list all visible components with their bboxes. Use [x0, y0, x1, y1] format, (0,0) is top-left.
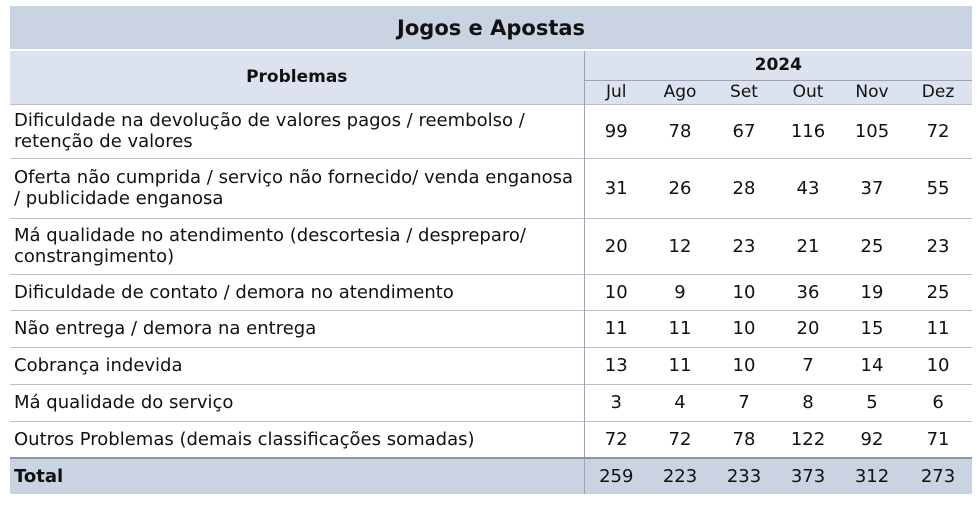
- value-cell: 13: [584, 347, 648, 384]
- month-header: Ago: [648, 80, 712, 104]
- value-cell: 78: [648, 104, 712, 158]
- total-cell: 259: [584, 458, 648, 494]
- problem-label: Cobrança indevida: [10, 347, 584, 384]
- value-cell: 72: [648, 421, 712, 458]
- month-header: Dez: [904, 80, 972, 104]
- value-cell: 55: [904, 158, 972, 218]
- table-row: [10, 158, 972, 218]
- value-cell: 99: [584, 104, 648, 158]
- table-row: [10, 384, 972, 421]
- value-cell: 6: [904, 384, 972, 421]
- value-cell: 11: [584, 310, 648, 347]
- value-cell: 25: [904, 274, 972, 310]
- value-cell: 28: [712, 158, 776, 218]
- total-cell: 273: [904, 458, 972, 494]
- complaints-table: [10, 6, 972, 494]
- problem-label: Oferta não cumprida / serviço não fornecido/ venda enganosa / publicidade enganosa: [10, 158, 584, 218]
- header-row-year: [10, 50, 972, 80]
- value-cell: 7: [776, 347, 840, 384]
- month-header: Out: [776, 80, 840, 104]
- problem-label: Má qualidade no atendimento (descortesia / despreparo/ constrangimento): [10, 218, 584, 274]
- table-row: [10, 104, 972, 158]
- value-cell: 31: [584, 158, 648, 218]
- title-row: [10, 6, 972, 50]
- table-row: [10, 421, 972, 458]
- table-row: [10, 347, 972, 384]
- value-cell: 23: [712, 218, 776, 274]
- table-row: [10, 218, 972, 274]
- value-cell: 9: [648, 274, 712, 310]
- value-cell: 10: [712, 274, 776, 310]
- month-header: Jul: [584, 80, 648, 104]
- value-cell: 21: [776, 218, 840, 274]
- value-cell: 67: [712, 104, 776, 158]
- table-row: [10, 274, 972, 310]
- value-cell: 25: [840, 218, 904, 274]
- value-cell: 23: [904, 218, 972, 274]
- value-cell: 11: [904, 310, 972, 347]
- year-header: 2024: [584, 50, 972, 80]
- total-cell: 373: [776, 458, 840, 494]
- value-cell: 11: [648, 347, 712, 384]
- value-cell: 8: [776, 384, 840, 421]
- value-cell: 26: [648, 158, 712, 218]
- value-cell: 72: [904, 104, 972, 158]
- value-cell: 36: [776, 274, 840, 310]
- problems-header: Problemas: [10, 50, 584, 104]
- complaints-table-container: [10, 6, 972, 494]
- value-cell: 71: [904, 421, 972, 458]
- table-title: Jogos e Apostas: [10, 6, 972, 50]
- total-row: [10, 458, 972, 494]
- value-cell: 5: [840, 384, 904, 421]
- value-cell: 20: [776, 310, 840, 347]
- value-cell: 14: [840, 347, 904, 384]
- value-cell: 12: [648, 218, 712, 274]
- total-cell: 223: [648, 458, 712, 494]
- value-cell: 116: [776, 104, 840, 158]
- table-row: [10, 310, 972, 347]
- problem-label: Dificuldade na devolução de valores pagos / reembolso / retenção de valores: [10, 104, 584, 158]
- month-header: Set: [712, 80, 776, 104]
- problem-label: Má qualidade do serviço: [10, 384, 584, 421]
- value-cell: 78: [712, 421, 776, 458]
- total-label: Total: [10, 458, 584, 494]
- problem-label: Dificuldade de contato / demora no atendimento: [10, 274, 584, 310]
- total-cell: 312: [840, 458, 904, 494]
- value-cell: 10: [584, 274, 648, 310]
- value-cell: 10: [712, 347, 776, 384]
- value-cell: 10: [904, 347, 972, 384]
- value-cell: 37: [840, 158, 904, 218]
- value-cell: 92: [840, 421, 904, 458]
- value-cell: 43: [776, 158, 840, 218]
- value-cell: 11: [648, 310, 712, 347]
- value-cell: 15: [840, 310, 904, 347]
- value-cell: 122: [776, 421, 840, 458]
- value-cell: 20: [584, 218, 648, 274]
- value-cell: 72: [584, 421, 648, 458]
- value-cell: 7: [712, 384, 776, 421]
- month-header: Nov: [840, 80, 904, 104]
- value-cell: 19: [840, 274, 904, 310]
- value-cell: 3: [584, 384, 648, 421]
- problem-label: Outros Problemas (demais classificações somadas): [10, 421, 584, 458]
- problem-label: Não entrega / demora na entrega: [10, 310, 584, 347]
- value-cell: 105: [840, 104, 904, 158]
- value-cell: 10: [712, 310, 776, 347]
- value-cell: 4: [648, 384, 712, 421]
- total-cell: 233: [712, 458, 776, 494]
